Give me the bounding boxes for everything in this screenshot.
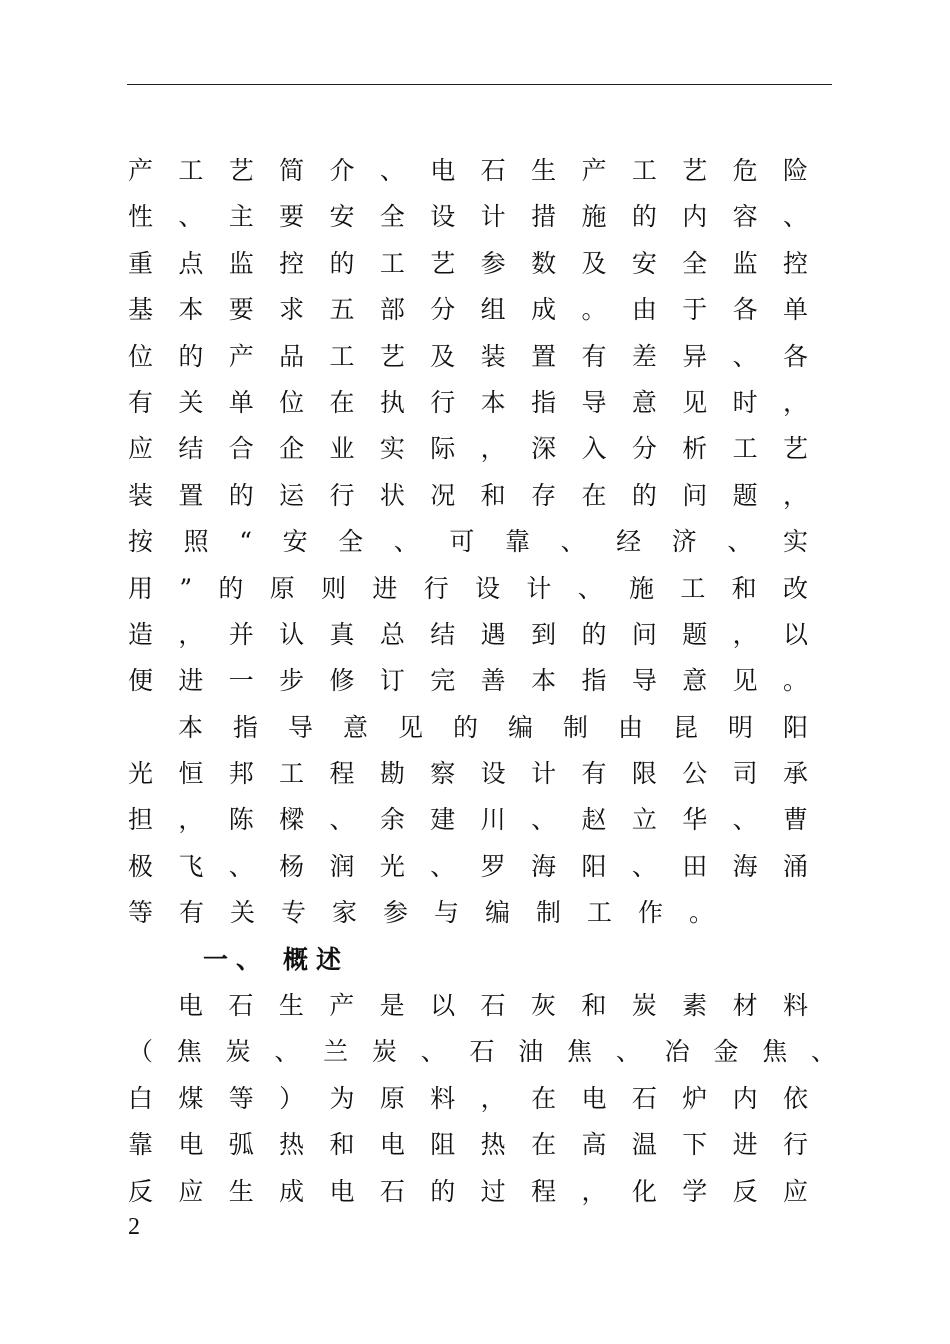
section-heading bbox=[128, 937, 836, 983]
text-line: 应结合企业实际，深入分析工艺 bbox=[128, 434, 808, 464]
text-line: 反应生成电石的过程，化学反应 bbox=[128, 1176, 808, 1206]
text-line: 担，陈樑、余建川、赵立华、曹 bbox=[128, 805, 808, 835]
text-line: 靠电弧热和电阻热在高温下进行 bbox=[128, 1130, 808, 1160]
section-title: 概述 bbox=[283, 944, 350, 974]
text-line: 性、主要安全设计措施的内容、 bbox=[128, 202, 808, 232]
text-line: 基本要求五部分组成。由于各单 bbox=[128, 295, 808, 325]
text-line: 便进一步修订完善本指导意见。 bbox=[128, 666, 808, 696]
text-line: 等有关专家参与编制工作。 bbox=[128, 898, 741, 928]
text-line: 产工艺简介、电石生产工艺危险 bbox=[128, 156, 808, 185]
page-number: 2 bbox=[128, 1214, 140, 1240]
text-line: 按照“安全、可靠、经济、实 bbox=[128, 527, 808, 557]
text-line: 电石生产是以石灰和炭素材料 bbox=[178, 991, 808, 1021]
body-text bbox=[128, 148, 836, 1215]
text-line: 造，并认真总结遇到的问题，以 bbox=[128, 619, 808, 649]
text-line: 用”的原则进行设计、施工和改 bbox=[128, 573, 808, 603]
text-line: 重点监控的工艺参数及安全监控 bbox=[128, 248, 808, 278]
text-line: 极飞、杨润光、罗海阳、田海涌 bbox=[128, 851, 808, 881]
section-number: 一、 bbox=[203, 944, 270, 974]
header-rule bbox=[127, 84, 832, 85]
text-line: 光恒邦工程勘察设计有限公司承 bbox=[128, 759, 808, 789]
text-line: （焦炭、兰炭、石油焦、冶金焦、 bbox=[128, 1037, 836, 1067]
text-line: 装置的运行状况和存在的问题， bbox=[128, 480, 808, 510]
text-line: 白煤等）为原料，在电石炉内依 bbox=[128, 1083, 808, 1113]
text-line: 有关单位在执行本指导意见时， bbox=[128, 387, 808, 417]
text-line: 位的产品工艺及装置有差异、各 bbox=[128, 341, 808, 371]
text-line: 本指导意见的编制由昆明阳 bbox=[178, 712, 808, 742]
